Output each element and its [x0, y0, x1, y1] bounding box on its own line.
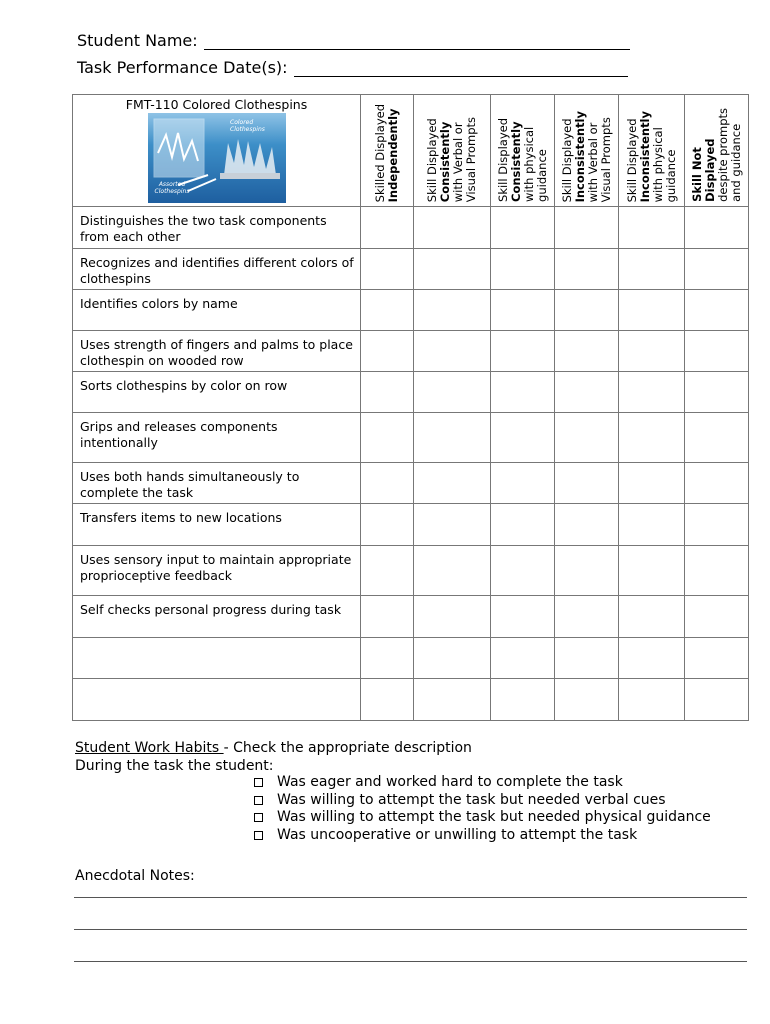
rating-cell[interactable]: [685, 546, 749, 596]
habit-option-label: Was willing to attempt the task but needed physical guidance: [277, 809, 711, 825]
habit-option[interactable]: [254, 809, 711, 827]
rating-cell[interactable]: [414, 249, 491, 290]
rating-cell[interactable]: [685, 249, 749, 290]
table-row: [73, 546, 749, 596]
rating-cell[interactable]: [555, 372, 619, 413]
image-label-colored: Colored Clothespins: [230, 119, 265, 133]
table-row: [73, 596, 749, 638]
rating-cell[interactable]: [414, 596, 491, 638]
student-name-label: Student Name:: [77, 31, 198, 50]
rating-column-label-line: Skill Displayed: [495, 118, 510, 202]
rating-cell[interactable]: [619, 413, 685, 463]
rating-cell[interactable]: [555, 679, 619, 721]
table-row: [73, 207, 749, 249]
checkbox[interactable]: [254, 831, 263, 840]
rating-cell[interactable]: [414, 504, 491, 546]
table-row: [73, 290, 749, 331]
rating-cell[interactable]: [555, 413, 619, 463]
rating-cell[interactable]: [619, 290, 685, 331]
rating-cell[interactable]: [619, 546, 685, 596]
table-row: [73, 463, 749, 504]
rating-column-label-line: despite prompts: [715, 108, 730, 202]
skill-description: Transfers items to new locations: [73, 504, 361, 546]
rating-cell[interactable]: [619, 638, 685, 679]
anecdotal-notes-label: Anecdotal Notes:: [75, 868, 195, 884]
rating-cell[interactable]: [361, 596, 414, 638]
rating-cell[interactable]: [361, 207, 414, 249]
checkbox[interactable]: [254, 778, 263, 787]
rating-cell[interactable]: [491, 463, 555, 504]
rating-column-label-line: Inconsistently: [637, 110, 652, 202]
checkbox[interactable]: [254, 796, 263, 805]
rating-column-label-line: with Verbal or: [451, 122, 465, 202]
rating-cell[interactable]: [685, 207, 749, 249]
rating-cell[interactable]: [619, 596, 685, 638]
table-row: [73, 504, 749, 546]
skill-description: [73, 638, 361, 679]
rating-column-header: [685, 95, 749, 207]
notes-line[interactable]: [74, 929, 747, 930]
rating-cell[interactable]: [685, 331, 749, 372]
rating-column-label: [374, 104, 400, 202]
rating-cell[interactable]: [491, 596, 555, 638]
rating-cell[interactable]: [491, 546, 555, 596]
rating-cell[interactable]: [491, 331, 555, 372]
habit-option-label: Was uncooperative or unwilling to attempt the task: [277, 826, 638, 843]
rating-column-label: [497, 118, 549, 202]
rating-column-label-line: with physical: [521, 126, 536, 202]
skill-description: Self checks personal progress during task: [73, 596, 361, 638]
rating-column-label-line: Displayed: [702, 138, 717, 202]
rating-column-label: [561, 111, 613, 202]
rating-cell[interactable]: [414, 290, 491, 331]
rating-cell[interactable]: [685, 679, 749, 721]
rating-cell[interactable]: [361, 249, 414, 290]
task-title: FMT-110 Colored Clothespins: [125, 97, 308, 112]
work-habits-instruction: - Check the appropriate description: [223, 740, 472, 756]
rating-cell[interactable]: [414, 638, 491, 679]
skill-description: Grips and releases components intentionally: [73, 413, 361, 463]
rating-column-label-line: Independently: [386, 108, 400, 202]
student-name-blank[interactable]: [204, 31, 630, 50]
rating-column-header: [414, 95, 491, 207]
habit-option-label: Was willing to attempt the task but needed verbal cues: [277, 791, 666, 808]
rating-cell[interactable]: [685, 372, 749, 413]
table-row: [73, 679, 749, 721]
rating-cell[interactable]: [361, 463, 414, 504]
skills-table: [72, 94, 749, 721]
rating-column-label: [426, 117, 478, 202]
rating-cell[interactable]: [414, 463, 491, 504]
rating-cell[interactable]: [491, 679, 555, 721]
rating-cell[interactable]: [361, 290, 414, 331]
skill-description: Identifies colors by name: [73, 290, 361, 331]
rating-cell[interactable]: [414, 679, 491, 721]
rating-cell[interactable]: [685, 638, 749, 679]
rating-cell[interactable]: [555, 546, 619, 596]
rating-cell[interactable]: [414, 331, 491, 372]
task-dates-field: [77, 58, 628, 77]
rating-column-label-line: Visual Prompts: [598, 116, 613, 202]
rating-column-header: [555, 95, 619, 207]
work-habits-section: [75, 739, 472, 775]
rating-column-label-line: Skill Displayed: [559, 118, 574, 202]
image-label-assorted: Assorted Clothespins: [154, 181, 190, 195]
rating-column-label-line: Visual Prompts: [464, 116, 478, 202]
rating-cell[interactable]: [555, 249, 619, 290]
checkbox[interactable]: [254, 813, 263, 822]
table-row: [73, 331, 749, 372]
rating-cell[interactable]: [555, 504, 619, 546]
work-habits-heading: Student Work Habits: [75, 740, 224, 756]
rating-cell[interactable]: [555, 207, 619, 249]
rating-cell[interactable]: [361, 546, 414, 596]
rating-cell[interactable]: [491, 372, 555, 413]
rating-cell[interactable]: [361, 638, 414, 679]
rating-cell[interactable]: [491, 207, 555, 249]
rating-cell[interactable]: [685, 413, 749, 463]
rating-cell[interactable]: [619, 463, 685, 504]
rating-cell[interactable]: [619, 207, 685, 249]
habit-option[interactable]: [254, 827, 711, 845]
habit-option-label: Was eager and worked hard to complete the task: [277, 774, 623, 790]
rating-column-label-line: Skill Not: [689, 147, 704, 202]
rating-column-label-line: Consistently: [438, 121, 452, 202]
rating-cell[interactable]: [491, 249, 555, 290]
rating-cell[interactable]: [361, 504, 414, 546]
work-habits-intro: During the task the student:: [75, 758, 274, 774]
rating-cell[interactable]: [414, 372, 491, 413]
skill-description: Sorts clothespins by color on row: [73, 372, 361, 413]
skill-description: Uses both hands simultaneously to complete the task: [73, 463, 361, 504]
rating-cell[interactable]: [361, 331, 414, 372]
rating-cell[interactable]: [685, 504, 749, 546]
rating-cell[interactable]: [555, 596, 619, 638]
rating-cell[interactable]: [555, 463, 619, 504]
notes-line[interactable]: [74, 897, 747, 898]
rating-column-label-line: with physical: [650, 126, 665, 202]
rating-cell[interactable]: [685, 596, 749, 638]
rating-cell[interactable]: [619, 504, 685, 546]
rating-column-label-line: guidance: [663, 149, 678, 202]
rating-column-label-line: Skilled Displayed: [373, 103, 387, 202]
rating-column-label-line: Skill Displayed: [624, 118, 639, 202]
habit-option[interactable]: [254, 774, 711, 792]
skill-description: Distinguishes the two task components from each other: [73, 207, 361, 249]
rating-cell[interactable]: [619, 372, 685, 413]
rating-column-label-line: and guidance: [728, 123, 743, 202]
rating-cell[interactable]: [414, 413, 491, 463]
table-row: [73, 413, 749, 463]
task-image-cell: [73, 95, 361, 207]
habit-option[interactable]: [254, 792, 711, 810]
rating-column-label-line: Skill Displayed: [425, 118, 439, 202]
table-row: [73, 372, 749, 413]
rating-cell[interactable]: [685, 290, 749, 331]
rating-column-label-line: guidance: [534, 149, 549, 202]
table-row: [73, 249, 749, 290]
rating-cell[interactable]: [619, 679, 685, 721]
rating-cell[interactable]: [414, 207, 491, 249]
rating-column-label-line: Inconsistently: [572, 110, 587, 202]
skill-description: [73, 679, 361, 721]
rating-column-header: [361, 95, 414, 207]
rating-column-label-line: with Verbal or: [585, 122, 600, 202]
student-name-field: [77, 31, 630, 50]
clothespins-photo: [148, 113, 286, 203]
rating-cell[interactable]: [491, 290, 555, 331]
work-habits-options: [254, 774, 711, 844]
rating-column-label: [691, 108, 743, 202]
rating-cell[interactable]: [555, 331, 619, 372]
skill-description: Uses strength of fingers and palms to place clothespin on wooded row: [73, 331, 361, 372]
rating-cell[interactable]: [361, 413, 414, 463]
table-row: [73, 638, 749, 679]
rating-cell[interactable]: [555, 638, 619, 679]
rating-cell[interactable]: [491, 638, 555, 679]
notes-line[interactable]: [74, 961, 747, 962]
rating-cell[interactable]: [555, 290, 619, 331]
task-dates-blank[interactable]: [294, 58, 628, 77]
skill-description: Uses sensory input to maintain appropriate proprioceptive feedback: [73, 546, 361, 596]
rating-column-header: [491, 95, 555, 207]
rating-column-label-line: Consistently: [508, 121, 523, 202]
rating-cell[interactable]: [685, 463, 749, 504]
task-dates-label: Task Performance Date(s):: [77, 58, 288, 77]
rating-cell[interactable]: [414, 546, 491, 596]
rating-cell[interactable]: [361, 372, 414, 413]
skill-description: Recognizes and identifies different colors of clothespins: [73, 249, 361, 290]
rating-column-header: [619, 95, 685, 207]
rating-cell[interactable]: [619, 249, 685, 290]
rating-cell[interactable]: [619, 331, 685, 372]
rating-column-label: [626, 111, 678, 202]
rating-cell[interactable]: [491, 413, 555, 463]
rating-cell[interactable]: [491, 504, 555, 546]
rating-cell[interactable]: [361, 679, 414, 721]
